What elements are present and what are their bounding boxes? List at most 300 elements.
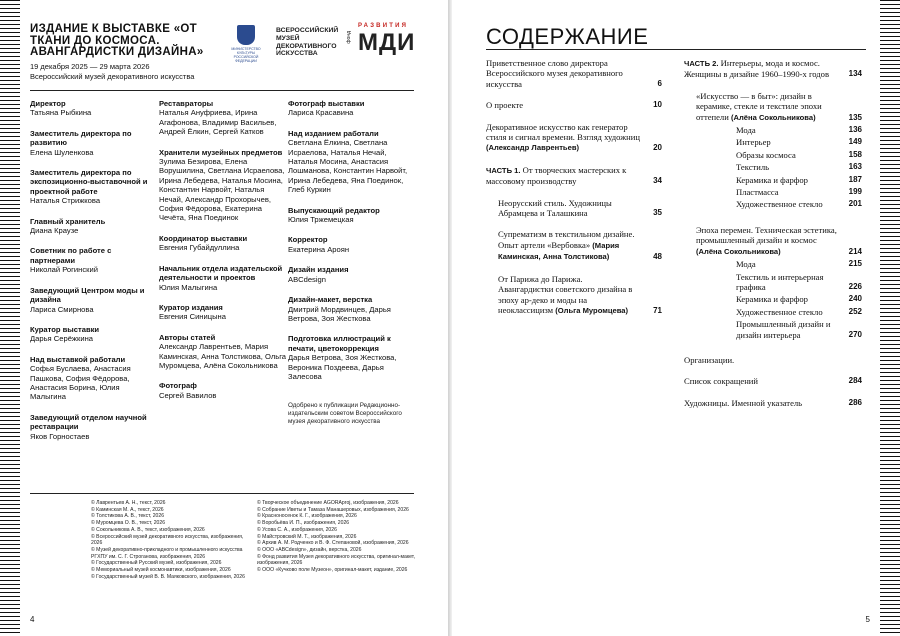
edge-stripe: [0, 348, 20, 349]
edge-stripe: [880, 448, 900, 449]
edge-stripe: [0, 448, 20, 449]
edge-stripe: [880, 544, 900, 545]
edge-stripe: [880, 12, 900, 13]
edge-stripe: [0, 12, 20, 13]
edge-stripe: [0, 104, 20, 105]
edge-stripe: [0, 40, 20, 41]
edge-stripe: [0, 100, 20, 101]
credit-role-title: Главный хранитель: [30, 216, 106, 226]
toc-entry-title: От творческих мастерских к массовому производству: [486, 164, 627, 187]
copyright-line: © Сокольникова А. В., текст, изображения, 2026: [91, 527, 251, 534]
edge-stripe: [880, 16, 900, 17]
credit-entry: [288, 99, 414, 118]
edge-stripe: [880, 316, 900, 317]
edge-stripe: [880, 420, 900, 421]
toc-spacer: [486, 265, 662, 274]
copyright-line: © Лаврентьев А. Н., текст, 2026: [91, 500, 251, 507]
toc-entry: [684, 199, 862, 209]
toc-page-number: 201: [848, 199, 862, 209]
edge-stripe: [0, 28, 20, 29]
edge-stripe: [0, 92, 20, 93]
edge-stripe: [880, 256, 900, 257]
edge-stripe: [880, 92, 900, 93]
edge-stripe: [880, 252, 900, 253]
toc-entry: [486, 274, 662, 317]
edge-stripe: [0, 628, 20, 629]
edge-stripe: [880, 452, 900, 453]
edge-stripe: [880, 456, 900, 457]
edge-stripe: [0, 388, 20, 389]
edge-stripe: [0, 444, 20, 445]
toc-entry-title: Мода: [736, 259, 756, 270]
edge-stripe: [880, 168, 900, 169]
edge-stripe: [880, 568, 900, 569]
edge-stripe: [880, 488, 900, 489]
edge-stripe: [0, 172, 20, 173]
credit-entry: [159, 99, 287, 137]
edge-stripe: [0, 536, 20, 537]
edge-stripe: [880, 180, 900, 181]
edge-stripe: [0, 76, 20, 77]
copyright-line: © Каминская М. А., текст, 2026: [91, 507, 251, 514]
museum-name: Всероссийский музей декоративного искусства: [30, 72, 195, 81]
credit-entry: [159, 234, 287, 253]
edge-stripe: [0, 236, 20, 237]
edge-stripe: [880, 388, 900, 389]
edge-stripe: [0, 596, 20, 597]
copyright-line: © ООО «ABCdesign», дизайн, верстка, 2026: [257, 547, 417, 554]
toc-page-number: 10: [653, 100, 662, 110]
edge-stripe: [0, 408, 20, 409]
credit-entry: [30, 413, 152, 441]
edge-stripe: [0, 344, 20, 345]
edge-stripe: [880, 608, 900, 609]
toc-page-number: 214: [848, 246, 862, 256]
edge-stripe: [880, 152, 900, 153]
edge-stripe: [880, 48, 900, 49]
toc-spacer: [684, 212, 862, 225]
credit-entry: [159, 303, 287, 322]
toc-page-number: 158: [848, 149, 862, 159]
toc-entry-title: Приветственное слово директора Всероссийского музея декоративного искусства: [486, 58, 623, 89]
edge-stripe: [0, 228, 20, 229]
edge-stripe: [0, 340, 20, 341]
edge-stripe: [0, 320, 20, 321]
page-number-left: 4: [30, 615, 35, 624]
edge-stripe: [0, 296, 20, 297]
edge-stripe: [880, 584, 900, 585]
credit-role-title: Дизайн-макет, верстка: [288, 295, 373, 305]
edge-stripe: [880, 128, 900, 129]
credits-column-1: [30, 99, 152, 452]
copyright-line: © Фонд развития Музея декоративного искусства, оригинал-макет, изображения, 2026: [257, 554, 417, 567]
edge-stripe: [880, 280, 900, 281]
edge-stripe: [0, 592, 20, 593]
toc-spacer: [684, 342, 862, 355]
edge-stripe: [880, 32, 900, 33]
toc-spacer: [486, 91, 662, 100]
edge-stripe: [0, 196, 20, 197]
toc-entry-title: Керамика и фарфор: [736, 294, 808, 305]
edge-stripe: [0, 48, 20, 49]
edge-stripe: [0, 500, 20, 501]
right-edge-stripes: [880, 0, 900, 636]
edge-stripe: [0, 192, 20, 193]
edge-stripe: [880, 624, 900, 625]
toc-page-number: 163: [848, 162, 862, 172]
edge-stripe: [880, 552, 900, 553]
edge-stripe: [0, 528, 20, 529]
copyright-line: © Толстикова А. В., текст, 2026: [91, 513, 251, 520]
edge-stripe: [0, 436, 20, 437]
edge-stripe: [0, 304, 20, 305]
edge-stripe: [0, 160, 20, 161]
edge-stripe: [0, 284, 20, 285]
credit-names: Дарья Серёжкина: [30, 334, 93, 344]
credit-role-title: Дизайн издания: [288, 265, 349, 275]
toc-page-number: 286: [848, 397, 862, 407]
edge-stripe: [880, 416, 900, 417]
edge-stripe: [0, 292, 20, 293]
credit-names: Александр Лаврентьев, Мария Каминская, Анна Толстикова, Ольга Муромцева, Алёна Сокольникова: [159, 342, 287, 370]
credit-names: Диана Краузе: [30, 226, 79, 236]
credit-role-title: Корректор: [288, 235, 328, 245]
edge-stripe: [0, 164, 20, 165]
toc-page-number: 284: [848, 376, 862, 386]
toc-entry-author: (Алёна Сокольникова): [730, 112, 816, 122]
edge-stripe: [0, 268, 20, 269]
edge-stripe: [880, 216, 900, 217]
edge-stripe: [0, 496, 20, 497]
edge-stripe: [0, 144, 20, 145]
edge-stripe: [880, 532, 900, 533]
edge-stripe: [0, 568, 20, 569]
edge-stripe: [880, 528, 900, 529]
left-page: [0, 0, 448, 636]
edge-stripe: [880, 376, 900, 377]
edge-stripe: [880, 572, 900, 573]
copyright-line: © Муромцева О. В., текст, 2026: [91, 520, 251, 527]
edge-stripe: [0, 208, 20, 209]
edge-stripe: [880, 28, 900, 29]
toc-entry: [684, 125, 862, 135]
edge-stripe: [880, 592, 900, 593]
edge-stripe: [880, 320, 900, 321]
copyright-divider: [30, 493, 414, 494]
toc-page-number: 270: [848, 329, 862, 339]
edge-stripe: [880, 500, 900, 501]
edge-stripe: [880, 196, 900, 197]
credit-role-title: Куратор выставки: [30, 324, 100, 334]
toc-entry: [486, 100, 662, 110]
edge-stripe: [0, 576, 20, 577]
edge-stripe: [0, 480, 20, 481]
edge-stripe: [0, 372, 20, 373]
edge-stripe: [0, 168, 20, 169]
edge-stripe: [0, 252, 20, 253]
edge-stripe: [880, 580, 900, 581]
edge-stripe: [880, 68, 900, 69]
toc-entry-title: Интерьер: [736, 137, 771, 148]
edge-stripe: [880, 136, 900, 137]
edge-stripe: [0, 184, 20, 185]
edge-stripe: [880, 360, 900, 361]
edge-stripe: [0, 272, 20, 273]
edge-stripe: [880, 116, 900, 117]
edge-stripe: [880, 444, 900, 445]
toc-entry-title: Художницы. Именной указатель: [684, 397, 803, 408]
edge-stripe: [880, 292, 900, 293]
edge-stripe: [0, 424, 20, 425]
credit-names: Юлия Тржемецкая: [288, 215, 354, 225]
edge-stripe: [880, 352, 900, 353]
edge-stripe: [880, 100, 900, 101]
edge-stripe: [880, 120, 900, 121]
ministry-logo: [228, 25, 264, 63]
toc-page-number: 20: [653, 143, 662, 153]
edge-stripe: [0, 56, 20, 57]
mdi-logo-main: МДИ: [358, 29, 416, 56]
edge-stripe: [0, 36, 20, 37]
credit-names: Лариса Красавина: [288, 108, 354, 118]
toc-page-number: 34: [653, 176, 662, 186]
edge-stripe: [880, 564, 900, 565]
edge-stripe: [0, 552, 20, 553]
edge-stripe: [880, 8, 900, 9]
copyright-line: © Майстровский М. Т., изображения, 2026: [257, 534, 417, 541]
copyright-line: © Красноносенок К. Г., изображения, 2026: [257, 513, 417, 520]
edge-stripe: [880, 484, 900, 485]
edge-stripe: [880, 96, 900, 97]
edge-stripe: [0, 156, 20, 157]
credit-role-title: Советник по работе с партнерами: [30, 246, 112, 265]
toc-page-number: 6: [657, 78, 662, 88]
edge-stripe: [880, 60, 900, 61]
toc-entry-title: Организации.: [684, 354, 735, 365]
toc-page-number: 240: [848, 294, 862, 304]
edge-stripe: [0, 488, 20, 489]
edge-stripe: [0, 120, 20, 121]
edge-stripe: [0, 544, 20, 545]
credit-role-title: Авторы статей: [159, 332, 216, 342]
edge-stripe: [880, 348, 900, 349]
edge-stripe: [880, 76, 900, 77]
toc-entry-title: Неорусский стиль. Художницы Абрамцева и Талашкина: [498, 197, 612, 219]
edge-stripe: [0, 420, 20, 421]
edge-stripe: [880, 620, 900, 621]
credit-names: Евгения Губайдуллина: [159, 243, 240, 253]
credit-entry: [30, 325, 152, 344]
edge-stripe: [0, 452, 20, 453]
edge-stripe: [880, 432, 900, 433]
credit-names: Николай Рогинский: [30, 265, 98, 275]
credit-entry: [159, 333, 287, 371]
edge-stripe: [0, 336, 20, 337]
edge-stripe: [0, 368, 20, 369]
toc-page-number: 215: [848, 259, 862, 269]
edge-stripe: [880, 340, 900, 341]
edge-stripe: [880, 104, 900, 105]
edge-stripe: [880, 176, 900, 177]
edge-stripe: [880, 264, 900, 265]
edge-stripe: [0, 376, 20, 377]
edge-stripe: [880, 40, 900, 41]
edge-stripe: [880, 392, 900, 393]
edge-stripe: [880, 72, 900, 73]
toc-page-number: 135: [848, 112, 862, 122]
edge-stripe: [0, 352, 20, 353]
credit-entry: [288, 129, 414, 195]
edge-stripe: [880, 240, 900, 241]
credit-entry: [288, 265, 414, 284]
edge-stripe: [0, 72, 20, 73]
toc-entry: [684, 307, 862, 317]
edge-stripe: [880, 288, 900, 289]
page-number-right: 5: [865, 615, 870, 624]
exhibition-info: [30, 62, 280, 82]
edge-stripe: [0, 212, 20, 213]
edge-stripe: [0, 456, 20, 457]
credit-role-title: Подготовка иллюстраций к печати, цветокоррекция: [288, 334, 391, 353]
edge-stripe: [880, 80, 900, 81]
header-divider: [30, 90, 414, 91]
toc-entry-title: Текстиль и интерьерная графика: [736, 271, 824, 292]
edge-stripe: [880, 596, 900, 597]
left-edge-stripes: [0, 0, 20, 636]
toc-entry: [684, 137, 862, 147]
toc-entry: [684, 187, 862, 197]
toc-entry-title: Пластмасса: [736, 187, 779, 198]
edge-stripe: [880, 440, 900, 441]
toc-page-number: 199: [848, 187, 862, 197]
edge-stripe: [0, 332, 20, 333]
credit-role-title: Куратор издания: [159, 302, 223, 312]
copyright-line: © Собрание Иветы и Тамаза Манашеровых, изображения, 2026: [257, 507, 417, 514]
edge-stripe: [880, 272, 900, 273]
edge-stripe: [880, 476, 900, 477]
edge-stripe: [880, 160, 900, 161]
edge-stripe: [880, 224, 900, 225]
credit-entry: [159, 148, 287, 223]
edge-stripe: [0, 556, 20, 557]
edge-stripe: [880, 468, 900, 469]
edge-stripe: [880, 364, 900, 365]
edge-stripe: [880, 516, 900, 517]
toc-entry: [684, 319, 862, 340]
edge-stripe: [0, 356, 20, 357]
credit-entry: [288, 334, 414, 381]
toc-page-number: 252: [848, 306, 862, 316]
edge-stripe: [0, 204, 20, 205]
copyright-line: © Музей декоративно-прикладного и промышленного искусства РГХПУ им. С. Г. Строганова, изображения, 2026: [91, 547, 251, 560]
edge-stripe: [0, 180, 20, 181]
edge-stripe: [0, 276, 20, 277]
toc-entry-title: Керамика и фарфор: [736, 174, 808, 185]
toc-entry: [486, 198, 662, 219]
edge-stripe: [0, 560, 20, 561]
credit-names: Татьяна Рыбкина: [30, 108, 92, 118]
edge-stripe: [880, 600, 900, 601]
edge-stripe: [0, 492, 20, 493]
credit-entry: [30, 286, 152, 314]
edge-stripe: [0, 88, 20, 89]
toc-entry: [684, 150, 862, 160]
toc-entry-title: Мода: [736, 125, 756, 136]
edge-stripe: [0, 392, 20, 393]
edge-stripe: [0, 328, 20, 329]
edge-stripe: [0, 524, 20, 525]
toc-column-2: [684, 58, 862, 410]
toc-spacer: [486, 156, 662, 165]
edge-stripe: [0, 300, 20, 301]
edge-stripe: [880, 396, 900, 397]
edge-stripe: [0, 608, 20, 609]
edge-stripe: [880, 612, 900, 613]
toc-page-number: 35: [653, 208, 662, 218]
toc-entry-title: Образы космоса: [736, 149, 796, 160]
edge-stripe: [0, 244, 20, 245]
edge-stripe: [880, 144, 900, 145]
edge-stripe: [880, 604, 900, 605]
toc-entry-author: (Ольга Муромцева): [555, 305, 629, 315]
toc-entry-title: Художественное стекло: [736, 306, 823, 317]
credit-names: Евгения Синицына: [159, 312, 226, 322]
edge-stripe: [0, 504, 20, 505]
edge-stripe: [880, 436, 900, 437]
credit-role-title: Начальник отдела издательской деятельности и проектов: [159, 263, 283, 283]
edge-stripe: [880, 372, 900, 373]
edge-stripe: [0, 96, 20, 97]
toc-entry-author: (Алёна Сокольникова): [696, 246, 781, 256]
edge-stripe: [880, 492, 900, 493]
edge-stripe: [880, 332, 900, 333]
edge-stripe: [0, 440, 20, 441]
edge-stripe: [880, 524, 900, 525]
toc-page-number: 226: [848, 281, 862, 291]
copyright-line: © Мемориальный музей космонавтики, изображения, 2026: [91, 567, 251, 574]
edge-stripe: [0, 64, 20, 65]
edge-stripe: [880, 0, 900, 1]
credit-role-title: Заведующий Центром моды и дизайна: [30, 285, 145, 305]
toc-page-number: 149: [848, 137, 862, 147]
credit-entry: [30, 355, 152, 402]
edge-stripe: [0, 520, 20, 521]
edge-stripe: [0, 0, 20, 1]
edge-stripe: [880, 480, 900, 481]
edge-stripe: [0, 116, 20, 117]
toc-page-number: 71: [653, 305, 662, 315]
credit-names: Дарья Ветрова, Зоя Жесткова, Вероника Поздеева, Дарья Залесова: [288, 353, 397, 381]
edge-stripe: [0, 288, 20, 289]
toc-entry: [684, 376, 862, 386]
edge-stripe: [880, 304, 900, 305]
edge-stripe: [0, 540, 20, 541]
contents-heading: СОДЕРЖАНИЕ: [486, 24, 649, 49]
credit-names: Дмитрий Мордвинцев, Дарья Ветрова, Зоя Жесткова: [288, 304, 391, 323]
copyright-line: © Воробьёва И. П., изображения, 2026: [257, 520, 417, 527]
credit-role-title: Над изданием работали: [288, 128, 379, 138]
toc-entry-title: Художественное стекло: [736, 199, 823, 210]
edge-stripe: [0, 396, 20, 397]
edge-stripe: [0, 148, 20, 149]
edge-stripe: [880, 236, 900, 237]
edge-stripe: [880, 424, 900, 425]
edge-stripe: [0, 216, 20, 217]
edge-stripe: [0, 324, 20, 325]
toc-entry-title: Интерьеры, мода и космос. Женщины в дизайне 1960–1990-х годов: [684, 58, 830, 80]
edge-stripe: [0, 4, 20, 5]
edge-stripe: [0, 188, 20, 189]
